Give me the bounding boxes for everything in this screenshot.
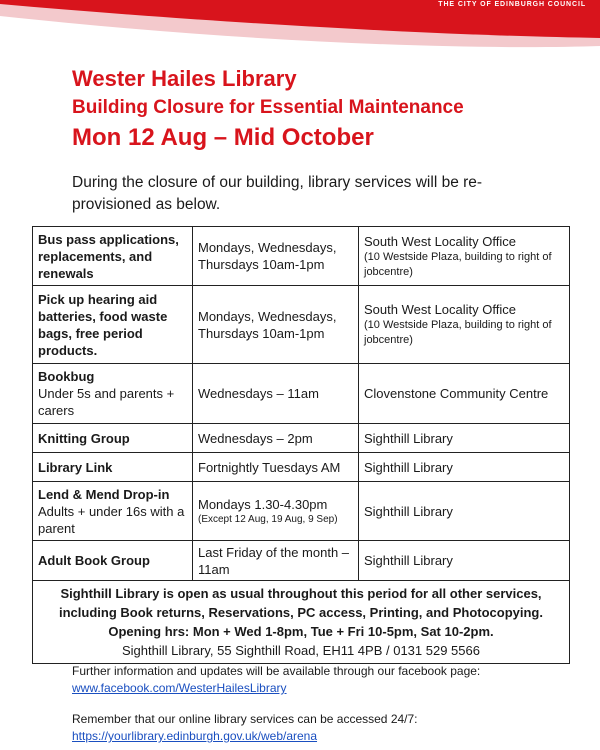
title-block: [72, 64, 464, 155]
services-table: [32, 226, 570, 664]
location-name: South West Locality Office: [364, 302, 516, 317]
location-cell: Sighthill Library: [359, 424, 570, 453]
time-cell: Wednesdays – 2pm: [193, 424, 359, 453]
footer-cell: [33, 581, 570, 664]
sighthill-address: Sighthill Library, 55 Sighthill Road, EH11 4PB / 0131 529 5566: [122, 643, 480, 658]
time-cell: Mondays, Wednesdays, Thursdays 10am-1pm: [193, 286, 359, 364]
service-note: Under 5s and parents + carers: [38, 386, 175, 418]
location-note: (10 Westside Plaza, building to right of jobcentre): [364, 319, 552, 346]
service-name: Bookbug: [38, 369, 95, 384]
library-title: Wester Hailes Library: [72, 66, 297, 91]
sighthill-open-notice: Sighthill Library is open as usual throughout this period for all other services, including Book returns, Reservations, PC access, Printing, and Photocopying.: [59, 586, 543, 620]
location-note: (10 Westside Plaza, building to right of jobcentre): [364, 250, 552, 278]
location-cell: Sighthill Library: [359, 482, 570, 541]
closure-dates: Mon 12 Aug – Mid October: [72, 124, 374, 151]
service-cell: [33, 482, 193, 541]
header-banner: [0, 0, 600, 60]
time-cell: Fortnightly Tuesdays AM: [193, 453, 359, 482]
time-cell: [193, 482, 359, 541]
opening-hours: Opening hrs: Mon + Wed 1-8pm, Tue + Fri 10-5pm, Sat 10-2pm.: [108, 624, 494, 639]
table-row: [33, 482, 570, 541]
closure-subtitle: Building Closure for Essential Maintenance: [72, 97, 464, 118]
table-row: [33, 424, 570, 453]
service-cell: Bus pass applications, replacements, and renewals: [33, 227, 193, 286]
service-cell: [33, 364, 193, 424]
time-note: (Except 12 Aug, 19 Aug, 9 Sep): [198, 514, 338, 525]
service-note: Adults + under 16s with a parent: [38, 503, 185, 536]
time-cell: Wednesdays – 11am: [193, 364, 359, 424]
council-name: THE CITY OF EDINBURGH COUNCIL: [438, 1, 586, 8]
service-name: Lend & Mend Drop-in: [38, 486, 170, 502]
location-cell: Sighthill Library: [359, 453, 570, 482]
facebook-text: Further information and updates will be available through our facebook page:: [72, 664, 481, 678]
location-cell: Clovenstone Community Centre: [359, 364, 570, 424]
time-text: Mondays 1.30-4.30pm: [198, 497, 328, 512]
table-row: [33, 227, 570, 286]
location-cell: Sighthill Library: [359, 541, 570, 581]
online-text: Remember that our online library services can be accessed 24/7:: [72, 712, 418, 726]
info-block: [72, 663, 572, 745]
table-row: [33, 286, 570, 364]
table-row: [33, 453, 570, 482]
service-cell: Knitting Group: [33, 424, 193, 453]
service-cell: Adult Book Group: [33, 541, 193, 581]
online-link[interactable]: https://yourlibrary.edinburgh.gov.uk/web/arena: [72, 729, 318, 743]
table-row: [33, 364, 570, 424]
table-row: [33, 541, 570, 581]
time-cell: Mondays, Wednesdays, Thursdays 10am-1pm: [193, 227, 359, 286]
service-cell: Library Link: [33, 453, 193, 482]
location-cell: [359, 286, 570, 364]
footer-row: [33, 581, 570, 664]
location-name: South West Locality Office: [364, 233, 516, 249]
facebook-link[interactable]: www.facebook.com/WesterHailesLibrary: [72, 681, 287, 695]
location-cell: [359, 227, 570, 286]
time-cell: Last Friday of the month – 11am: [193, 541, 359, 581]
service-cell: Pick up hearing aid batteries, food waste bags, free period products.: [33, 286, 193, 364]
intro-text: During the closure of our building, library services will be re-provisioned as below.: [72, 174, 483, 213]
